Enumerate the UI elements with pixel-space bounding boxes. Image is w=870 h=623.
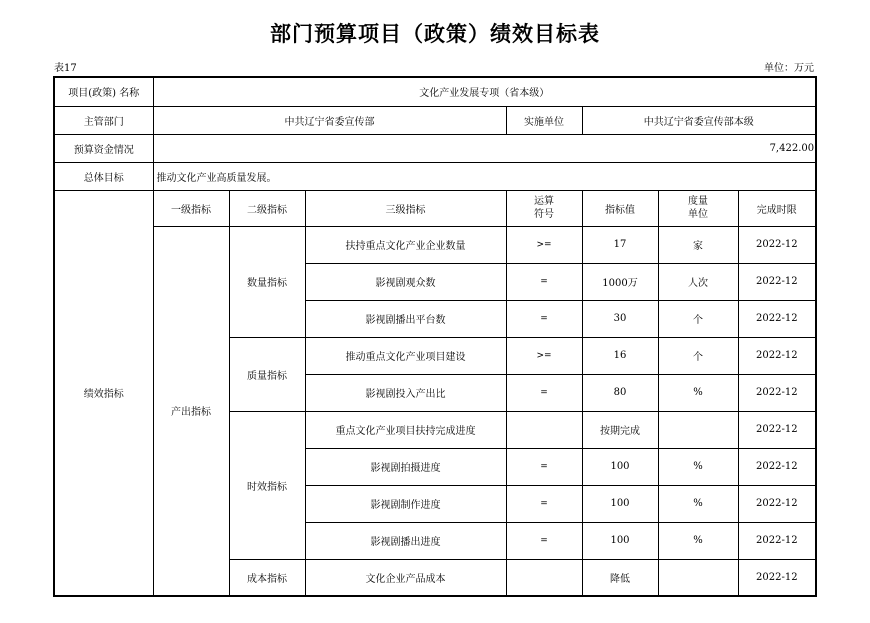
indicator-name: 影视剧制作进度 (305, 485, 506, 522)
indicator-op: = (506, 485, 582, 522)
group-quantity: 数量指标 (229, 226, 305, 337)
header-level3: 三级指标 (305, 190, 506, 226)
performance-table (53, 76, 817, 597)
header-value: 指标值 (582, 190, 658, 226)
project-name-row (54, 77, 816, 106)
table-row (54, 226, 816, 263)
header-level2: 二级指标 (229, 190, 305, 226)
goal-value: 推动文化产业高质量发展。 (153, 162, 816, 190)
indicator-op (506, 411, 582, 448)
perf-label: 绩效指标 (54, 190, 153, 596)
indicator-deadline: 2022-12 (738, 522, 816, 559)
project-name-value: 文化产业发展专项（省本级） (153, 77, 816, 106)
indicator-name: 影视剧拍摄进度 (305, 448, 506, 485)
indicator-op: >= (506, 337, 582, 374)
header-row (54, 190, 816, 226)
impl-unit-value: 中共辽宁省委宣传部本级 (582, 106, 816, 134)
indicator-op: >= (506, 226, 582, 263)
indicator-deadline: 2022-12 (738, 411, 816, 448)
indicator-op: = (506, 300, 582, 337)
indicator-name: 影视剧观众数 (305, 263, 506, 300)
indicator-unit: % (658, 448, 738, 485)
header-op: 运算 符号 (506, 190, 582, 226)
indicator-unit: 家 (658, 226, 738, 263)
group-cost: 成本指标 (229, 559, 305, 596)
dept-row (54, 106, 816, 134)
indicator-name: 影视剧播出进度 (305, 522, 506, 559)
indicator-unit: 人次 (658, 263, 738, 300)
indicator-value: 降低 (582, 559, 658, 596)
header-level1: 一级指标 (153, 190, 229, 226)
project-name-label: 项目(政策) 名称 (54, 77, 153, 106)
indicator-deadline: 2022-12 (738, 374, 816, 411)
table-number: 表17 (54, 63, 77, 74)
indicator-op (506, 559, 582, 596)
indicator-name: 影视剧播出平台数 (305, 300, 506, 337)
indicator-deadline: 2022-12 (738, 263, 816, 300)
indicator-deadline: 2022-12 (738, 300, 816, 337)
indicator-name: 扶持重点文化产业企业数量 (305, 226, 506, 263)
goal-row (54, 162, 816, 190)
indicator-value: 17 (582, 226, 658, 263)
indicator-value: 按期完成 (582, 411, 658, 448)
indicator-deadline: 2022-12 (738, 485, 816, 522)
indicator-unit: 个 (658, 300, 738, 337)
indicator-name: 推动重点文化产业项目建设 (305, 337, 506, 374)
header-measure: 度量 单位 (658, 190, 738, 226)
unit-label: 单位：万元 (764, 63, 814, 74)
indicator-unit: % (658, 522, 738, 559)
budget-label: 预算资金情况 (54, 134, 153, 162)
indicator-value: 100 (582, 522, 658, 559)
indicator-op: = (506, 522, 582, 559)
indicator-value: 100 (582, 485, 658, 522)
indicator-unit: % (658, 374, 738, 411)
indicator-name: 影视剧投入产出比 (305, 374, 506, 411)
indicator-value: 16 (582, 337, 658, 374)
indicator-value: 1000万 (582, 263, 658, 300)
indicator-value: 30 (582, 300, 658, 337)
indicator-op: = (506, 263, 582, 300)
page-title: 部门预算项目（政策）绩效目标表 (270, 22, 600, 46)
indicator-unit (658, 559, 738, 596)
indicator-name: 文化企业产品成本 (305, 559, 506, 596)
dept-value: 中共辽宁省委宣传部 (153, 106, 506, 134)
indicator-deadline: 2022-12 (738, 559, 816, 596)
impl-unit-label: 实施单位 (506, 106, 582, 134)
group-quality: 质量指标 (229, 337, 305, 411)
indicator-name: 重点文化产业项目扶持完成进度 (305, 411, 506, 448)
level1-output: 产出指标 (153, 226, 229, 596)
indicator-deadline: 2022-12 (738, 448, 816, 485)
indicator-op: = (506, 374, 582, 411)
indicator-op: = (506, 448, 582, 485)
indicator-value: 100 (582, 448, 658, 485)
indicator-unit: % (658, 485, 738, 522)
dept-label: 主管部门 (54, 106, 153, 134)
indicator-value: 80 (582, 374, 658, 411)
indicator-unit: 个 (658, 337, 738, 374)
indicator-unit (658, 411, 738, 448)
budget-row (54, 134, 816, 162)
indicator-deadline: 2022-12 (738, 226, 816, 263)
indicator-deadline: 2022-12 (738, 337, 816, 374)
group-timeliness: 时效指标 (229, 411, 305, 559)
goal-label: 总体目标 (54, 162, 153, 190)
header-deadline: 完成时限 (738, 190, 816, 226)
budget-value: 7,422.00 (153, 134, 816, 162)
